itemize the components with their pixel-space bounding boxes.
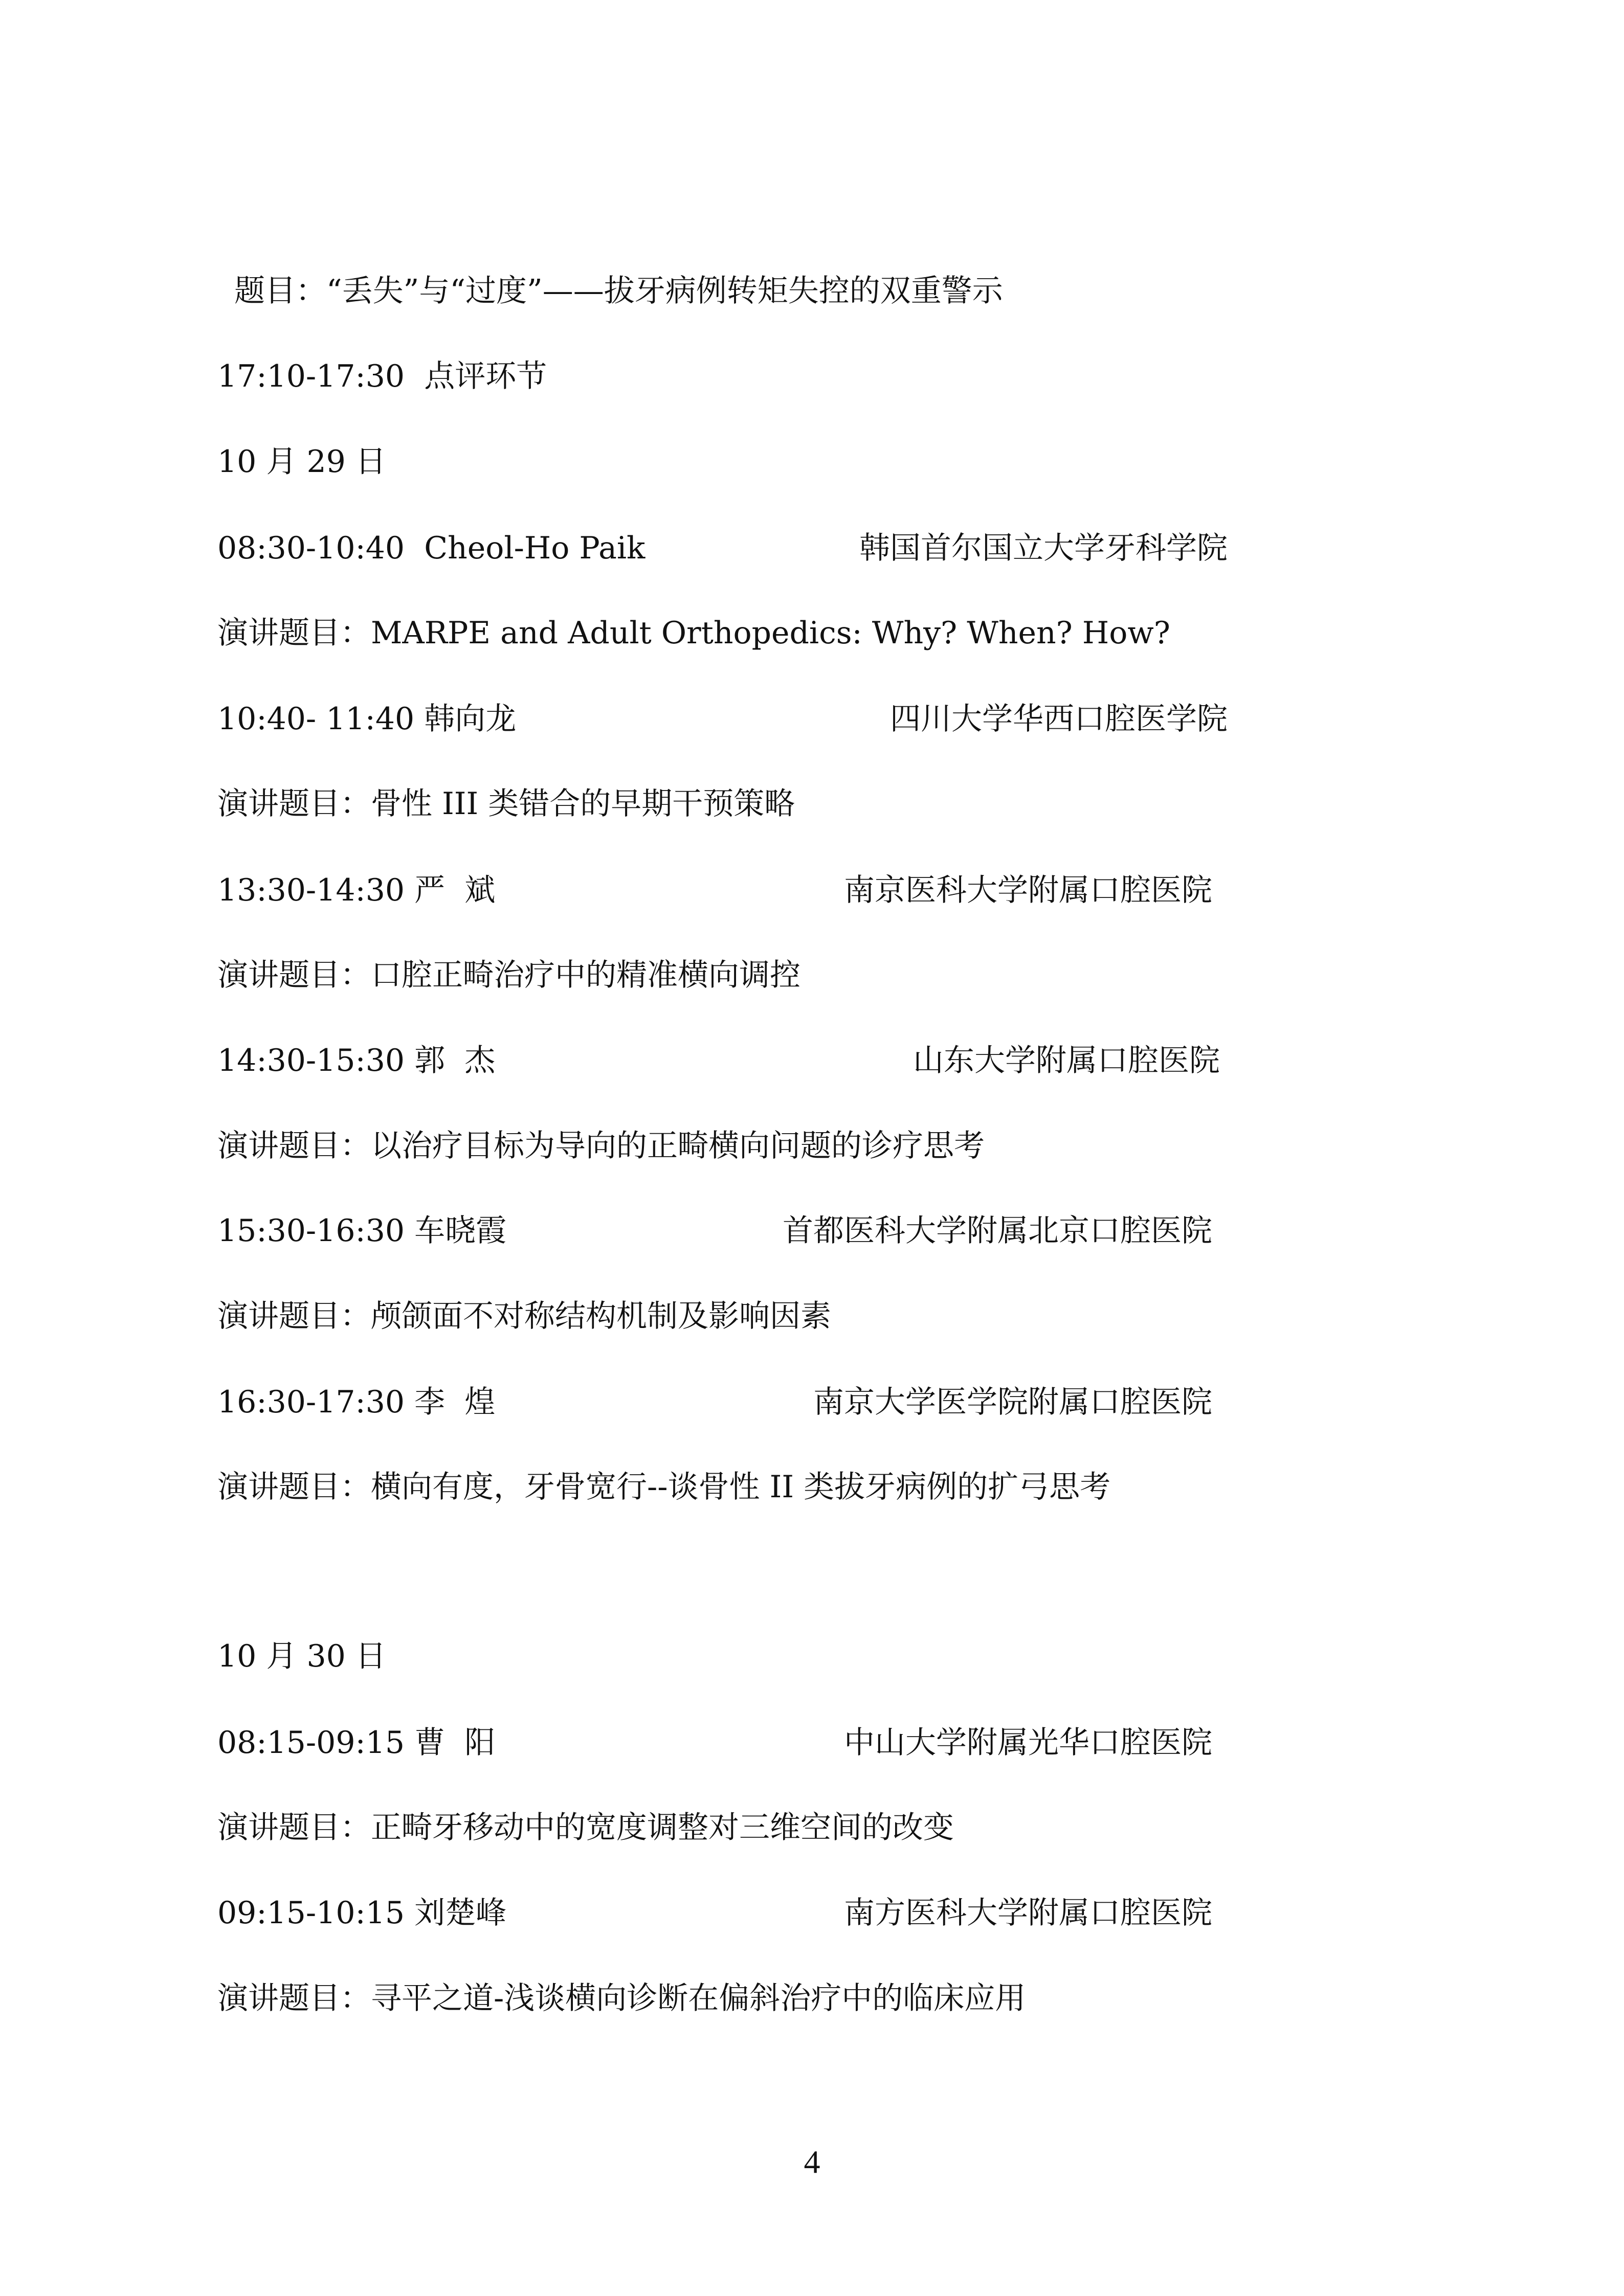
schedule-topic: 演讲题目：正畸牙移动中的宽度调整对三维空间的改变 <box>217 1810 954 1845</box>
review-session-line: 17:10-17:30 点评环节 <box>217 358 547 394</box>
schedule-time-speaker: 08:15-09:15 曹 阳 <box>217 1725 496 1761</box>
date-heading-oct-29: 10 月 29 日 <box>217 444 386 480</box>
schedule-time-speaker: 14:30-15:30 郭 杰 <box>217 1043 496 1078</box>
schedule-topic: 演讲题目：MARPE and Adult Orthopedics: Why? When? How? <box>217 615 1170 651</box>
schedule-institution: 南京医科大学附属口腔医院 <box>844 872 1212 908</box>
schedule-institution: 中山大学附属光华口腔医院 <box>844 1725 1212 1761</box>
schedule-time-speaker: 16:30-17:30 李 煌 <box>217 1384 496 1420</box>
date-heading-oct-30: 10 月 30 日 <box>217 1638 386 1674</box>
schedule-institution: 南方医科大学附属口腔医院 <box>844 1895 1212 1931</box>
schedule-institution: 首都医科大学附属北京口腔医院 <box>783 1213 1212 1249</box>
schedule-time-speaker: 08:30-10:40 Cheol-Ho Paik <box>217 530 646 566</box>
schedule-time-speaker: 09:15-10:15 刘楚峰 <box>217 1895 507 1931</box>
page-number: 4 <box>804 2144 820 2180</box>
schedule-institution: 韩国首尔国立大学牙科学院 <box>859 530 1228 566</box>
schedule-institution: 山东大学附属口腔医院 <box>913 1043 1220 1078</box>
schedule-topic: 演讲题目：以治疗目标为导向的正畸横向问题的诊疗思考 <box>217 1128 985 1164</box>
schedule-time-speaker: 13:30-14:30 严 斌 <box>217 872 496 908</box>
schedule-time-speaker: 10:40- 11:40 韩向龙 <box>217 701 517 737</box>
prev-session-topic: 题目：“丢失”与“过度”——拔牙病例转矩失控的双重警示 <box>234 273 1003 309</box>
schedule-topic: 演讲题目：口腔正畸治疗中的精准横向调控 <box>217 957 800 993</box>
schedule-topic: 演讲题目：横向有度，牙骨宽行--谈骨性 II 类拔牙病例的扩弓思考 <box>217 1469 1111 1505</box>
schedule-time-speaker: 15:30-16:30 车晓霞 <box>217 1213 507 1249</box>
schedule-topic: 演讲题目：颅颌面不对称结构机制及影响因素 <box>217 1298 831 1334</box>
schedule-topic: 演讲题目：骨性 III 类错合的早期干预策略 <box>217 786 795 822</box>
schedule-topic: 演讲题目：寻平之道-浅谈横向诊断在偏斜治疗中的临床应用 <box>217 1980 1026 2016</box>
schedule-institution: 四川大学华西口腔医学院 <box>890 701 1228 737</box>
schedule-institution: 南京大学医学院附属口腔医院 <box>813 1384 1212 1420</box>
